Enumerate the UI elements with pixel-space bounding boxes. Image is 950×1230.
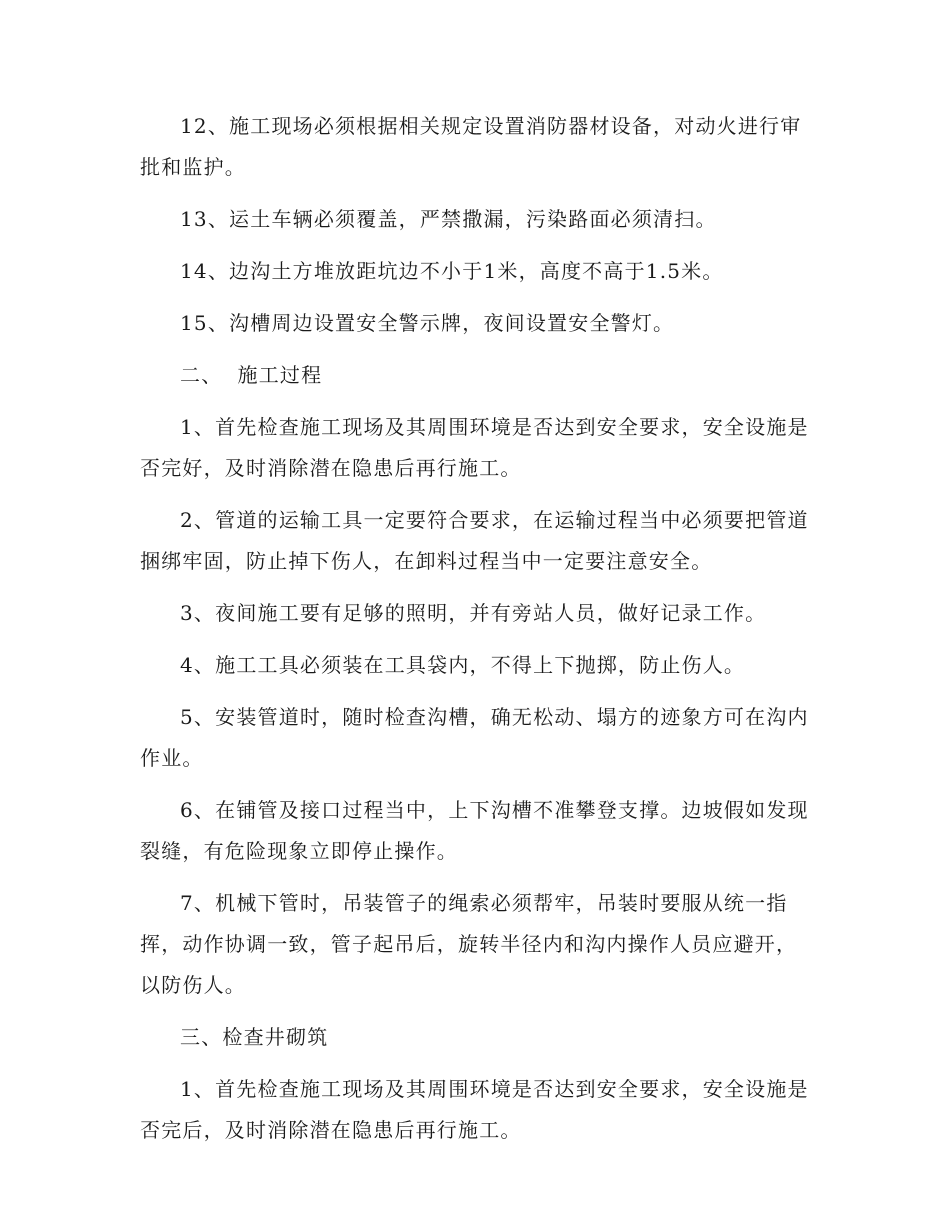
paragraph-process-7: 7、机械下管时，吊装管子的绳索必须帮牢，吊装时要服从统一指挥，动作协调一致，管子起吊后，旋转半径内和沟内操作人员应避开，以防伤人。 [140, 891, 798, 997]
paragraph-process-1: 1、首先检查施工现场及其周围环境是否达到安全要求，安全设施是否完好，及时消除潜在隐患后再行施工。 [140, 415, 809, 480]
section-heading-inspection-well: 三、检查井砌筑 [180, 1025, 329, 1049]
paragraph-process-6: 6、在铺管及接口过程当中，上下沟槽不准攀登支撑。边坡假如发现裂缝，有危险现象立即停止操作。 [140, 798, 809, 863]
section-heading-construction-process: 二、 施工过程 [180, 363, 323, 387]
paragraph-item-14: 14、边沟土方堆放距坑边不小于1米，高度不高于1.5米。 [180, 259, 724, 283]
paragraph-process-2: 2、管道的运输工具一定要符合要求，在运输过程当中必须要把管道捆绑牢固，防止掉下伤人，在卸料过程当中一定要注意安全。 [140, 508, 809, 573]
paragraph-process-4: 4、施工工具必须装在工具袋内，不得上下抛掷，防止伤人。 [180, 653, 746, 677]
paragraph-item-13: 13、运土车辆必须覆盖，严禁撒漏，污染路面必须清扫。 [180, 207, 717, 231]
paragraph-process-5: 5、安装管道时，随时检查沟槽，确无松动、塌方的迹象方可在沟内作业。 [140, 705, 809, 770]
paragraph-item-12: 12、施工现场必须根据相关规定设置消防器材设备，对动火进行审批和监护。 [140, 114, 802, 179]
paragraph-process-3: 3、夜间施工要有足够的照明，并有旁站人员，做好记录工作。 [180, 601, 767, 625]
paragraph-item-15: 15、沟槽周边设置安全警示牌，夜间设置安全警灯。 [180, 311, 675, 335]
paragraph-well-1: 1、首先检查施工现场及其周围环境是否达到安全要求，安全设施是否完后，及时消除潜在隐患后再行施工。 [140, 1077, 809, 1142]
document-body [140, 106, 810, 1162]
